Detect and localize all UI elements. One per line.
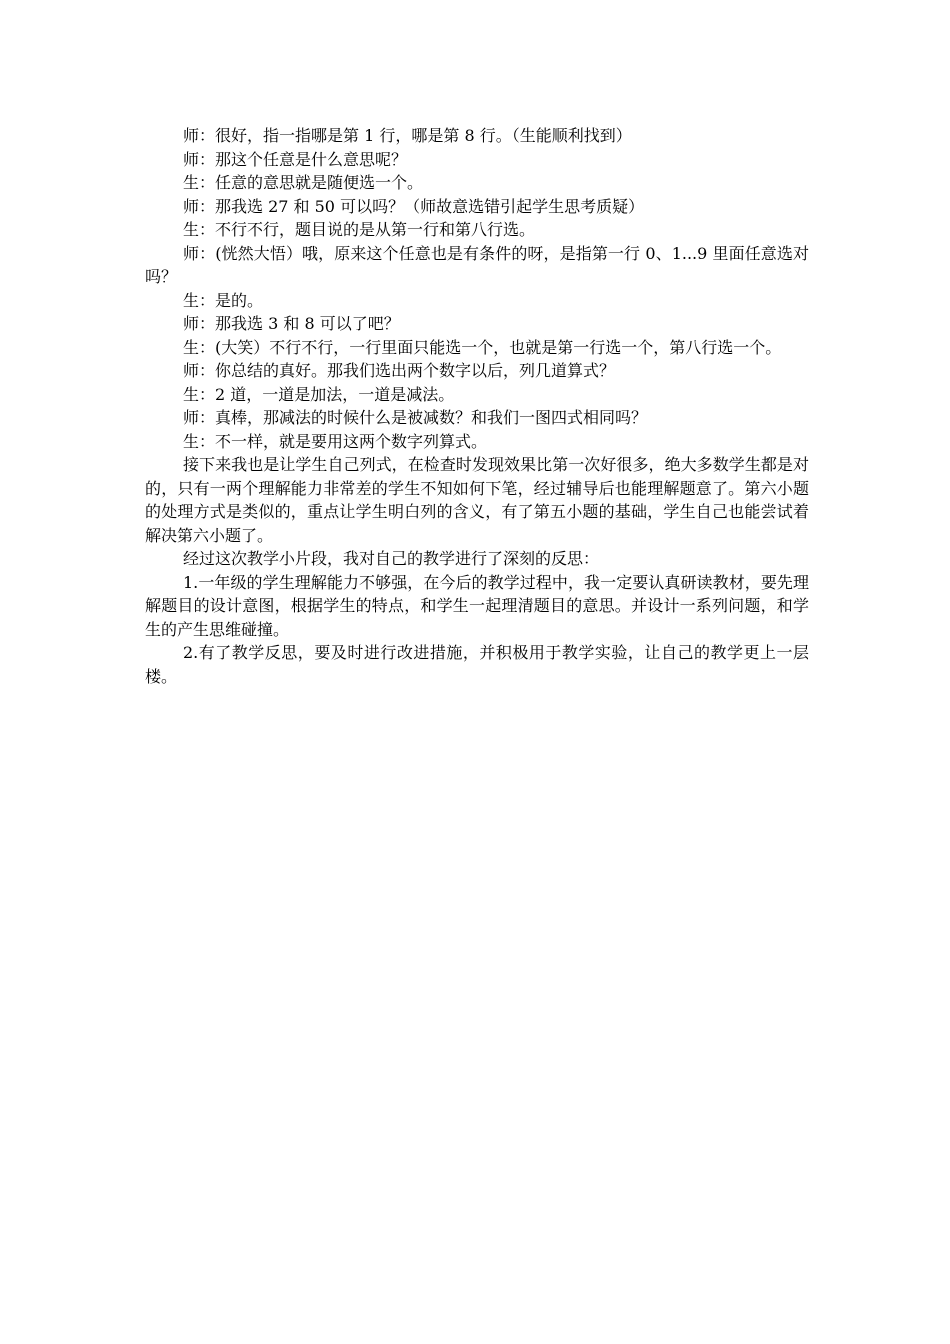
- reflection-intro: 经过这次教学小片段，我对自己的教学进行了深刻的反思：: [183, 549, 600, 568]
- dialogue-line: 生：任意的意思就是随便选一个。: [183, 173, 424, 192]
- dialogue-line: 生：2 道，一道是加法，一道是减法。: [183, 384, 455, 404]
- dialogue-line: 师：那我选 3 和 8 可以了吧？: [183, 314, 400, 333]
- dialogue-line: 生：不行不行，题目说的是从第一行和第八行选。: [183, 220, 536, 239]
- dialogue-line: 师：(恍然大悟）哦，原来这个任意也是有条件的呀，是指第一行 0、1...9 里面任意选对吗？: [145, 243, 809, 286]
- dialogue-line: 师：真棒，那减法的时候什么是被减数？和我们一图四式相同吗？: [183, 408, 648, 427]
- reflection-item: 2.有了教学反思，要及时进行改进措施，并积极用于教学实验，让自己的教学更上一层楼。: [145, 643, 809, 686]
- dialogue-line: 生：(大笑）不行不行，一行里面只能选一个，也就是第一行选一个，第八行选一个。: [183, 337, 782, 357]
- dialogue-line: 生：不一样，就是要用这两个数字列算式。: [183, 431, 488, 451]
- dialogue-line: 师：你总结的真好。那我们选出两个数字以后，列几道算式？: [183, 361, 616, 380]
- narrative-paragraph: 接下来我也是让学生自己列式，在检查时发现效果比第一次好很多，绝大多数学生都是对的，只有一两个理解能力非常差的学生不知如何下笔，经过辅导后也能理解题意了。第六小题的处理方式是类似的，重点让学生明白列的含义，有了第五小题的基础，学生自己也能尝试着解决第六小题了。: [145, 455, 809, 545]
- dialogue-line: 师：很好，指一指哪是第 1 行，哪是第 8 行。（生能顺利找到）: [183, 126, 632, 145]
- dialogue-line: 生：是的。: [183, 290, 264, 310]
- dialogue-line: 师：那这个任意是什么意思呢？: [183, 149, 408, 169]
- document-body: [145, 124, 809, 688]
- dialogue-line: 师：那我选 27 和 50 可以吗？（师故意选错引起学生思考质疑）: [183, 196, 645, 216]
- reflection-item: 1.一年级的学生理解能力不够强，在今后的教学过程中，我一定要认真研读教材，要先理解题目的设计意图，根据学生的特点，和学生一起理清题目的意思。并设计一系列问题，和学生的产生思维碰撞。: [145, 572, 809, 639]
